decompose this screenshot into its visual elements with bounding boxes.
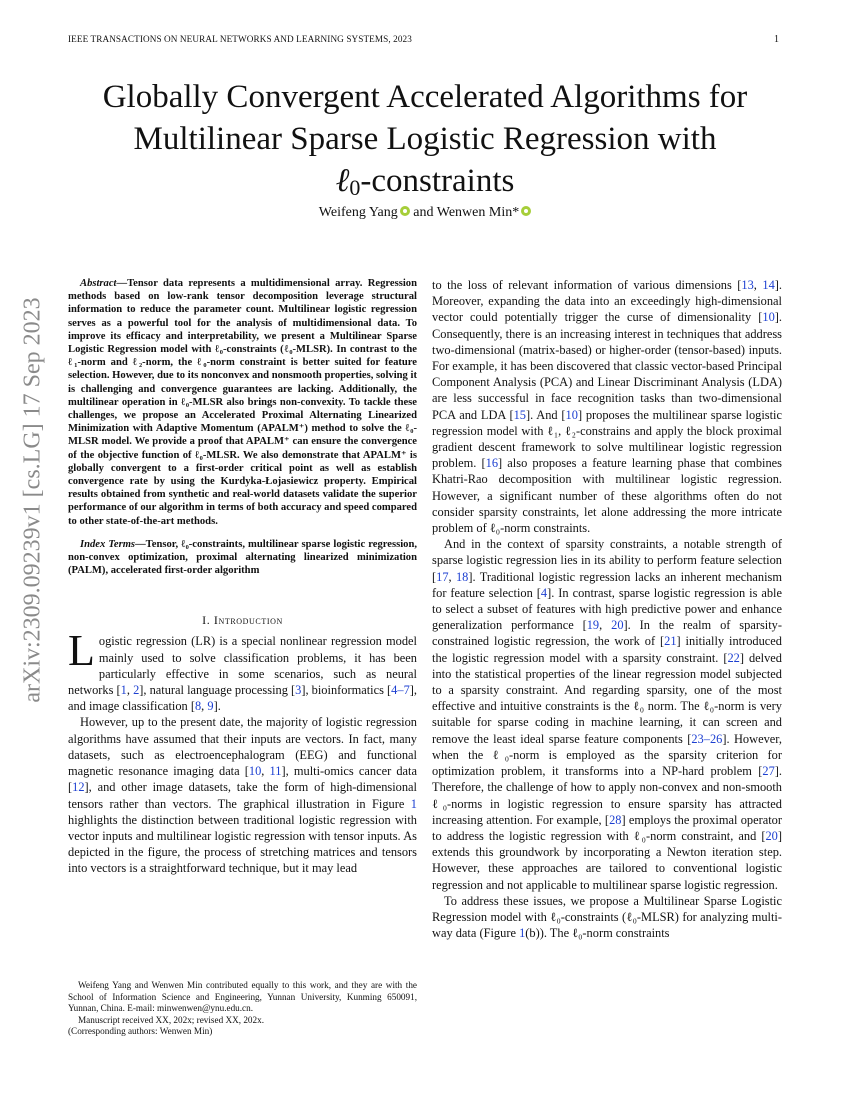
section-numeral: I. [202, 613, 214, 628]
abstract-text: —Tensor data represents a multidimensional array. Regression methods based on low-rank tensor decomposition leverage structural information to reduce the parameter count. Multilinear logistic regression serves as a powerful tool for the analysis of multidimensional data. To improve its efficacy and interpretability, we present a Multilinear Sparse Logistic Regression model with ℓ₀-constraints (ℓ₀-MLSR). In contrast to the ℓ₁-norm and ℓ₂-norm, the ℓ₀-norm constraint is better suited for feature selection. However, due to its nonconvex and nonsmooth properties, solving it is challenging and convergence guarantees are lacking. Additionally, the multilinear operation in ℓ₀-MLSR also brings non-convexity. To tackle these challenges, we propose an Accelerated Proximal Alternating Linearized Minimization with Adaptive Momentum (APALM⁺) method to solve the ℓ₀-MLSR model. We provide a proof that APALM⁺ can ensure the convergence of the objective function of ℓ₀-MLSR. We also demonstrate that APALM⁺ is globally convergent to a first-order critical point as well as establish convergence rate by using the Kurdyka-Łojasiewicz property. Empirical results obtained from synthetic and real-world datasets validate the superior performance of our algorithm in terms of both accuracy and speed compared to other state-of-the-art methods. [68, 278, 417, 527]
citation-link[interactable]: 28 [609, 812, 622, 827]
orcid-icon[interactable] [521, 206, 531, 216]
citation-link[interactable]: 14 [762, 278, 775, 292]
text-run: ] initially introduced the logistic regression model with a sparsity constraint. [ [432, 634, 782, 665]
citation-link[interactable]: 19 [586, 618, 600, 633]
text-run: ]. And [ [525, 407, 566, 422]
text-run: , [448, 569, 456, 584]
citation-link[interactable]: 15 [513, 407, 526, 422]
orcid-icon[interactable] [400, 206, 410, 216]
section-heading [68, 613, 417, 628]
title-line-1: Globally Convergent Accelerated Algorithms for [102, 79, 748, 115]
ell-symbol: ℓ [335, 163, 350, 199]
citation-link[interactable]: 12 [72, 780, 85, 795]
author-connector: and [409, 205, 437, 220]
text-run: ]. Therefore, the challenge of how to apply non-convex and non-smooth ℓ₀-norms in logistic regression to ensure sparsity has attracted increasing attention. For example, [ [432, 764, 782, 827]
ell-subscript: 0 [349, 175, 361, 200]
citation-link[interactable]: 3 [295, 683, 302, 698]
text-run: And in the context of sparsity constraints, a notable strength of sparse logistic regression lies in its ability to perform feature selection [ [432, 537, 782, 584]
text-run: , [201, 699, 208, 714]
right-paragraph-1 [432, 277, 782, 536]
text-run: ]. [213, 699, 221, 714]
section-title: Introduction [213, 613, 283, 628]
text-run: highlights the distinction between traditional logistic regression with vector inputs and multilinear logistic regression with tensor inputs. As depicted in the figure, the process of stretching matrices and tensors into vectors is a straightforward technique, but it may lead [68, 812, 417, 876]
drop-cap: L [68, 626, 95, 676]
footnote [68, 980, 417, 1038]
citation-link[interactable]: 17 [436, 569, 449, 584]
text-run: ], and other image datasets, take the form of high-dimensional tensors rather than vectors. The graphical illustration in Figure [68, 780, 417, 811]
text-run: ] employs the proximal operator to address the logistic regression with ℓ₀-norm constraint, and [ [432, 812, 782, 843]
text-run: , [753, 278, 763, 292]
text-run: ] proposes the multilinear sparse logistic regression model with ℓ₁, ℓ₂-constrains and apply the block proximal gradient descent framework to solve multilinear logistic regression problem. [ [432, 407, 782, 471]
index-terms-text: —Tensor, ℓ₀-constraints, multilinear sparse logistic regression, non-convex optimization, proximal alternating linearized minimization (PALM), accelerated first-order algorithm [68, 538, 417, 577]
citation-link[interactable]: 10 [248, 764, 262, 779]
text-run: ] delved into the statistical properties of the linear regression model subjected to a sparsity constraint. And regarding sparsity, one of the most effective and intuitive constraints is the ℓ₀ norm. The ℓ₀-norm is very suitable for sparse coding in machine learning, it can screen and remove the least ideal sparse feature components [ [432, 650, 782, 746]
text-run: ogistic regression (LR) is a special nonlinear regression model mainly used to solve classification problems, it has been particularly effective in some scenarios, such as neural networks [ [68, 634, 417, 698]
text-run: ] also proposes a feature learning phase that combines Khatri-Rao decomposition with multilinear logistic regression. However, a significant number of these algorithms often do not consider sparsity constraints, let alone addressing the more intricate problem of ℓ₀-norm constraints. [432, 456, 782, 536]
author-name: Wenwen Min* [436, 205, 520, 220]
citation-link[interactable]: 8 [194, 699, 202, 714]
left-column [68, 277, 417, 877]
text-run: ]. In contrast, sparse logistic regression is able to select a subset of features with high predictive power and enhance generalization performance [ [432, 585, 783, 633]
paper-title [68, 76, 782, 209]
citation-link[interactable]: 10 [762, 310, 775, 325]
citation-link[interactable]: 23–26 [691, 731, 723, 746]
citation-link[interactable]: 9 [207, 699, 214, 714]
author-list [68, 205, 782, 221]
citation-link[interactable]: 11 [269, 764, 282, 779]
text-run: , [126, 683, 134, 698]
citation-link[interactable]: 13 [741, 278, 754, 292]
arxiv-id: arXiv:2309.09239v1 [cs.LG] 17 Sep 2023 [19, 297, 46, 703]
footnote-manuscript: Manuscript received XX, 202x; revised XX, 202x. [78, 1014, 265, 1025]
text-run: To address these issues, we propose a Multilinear Sparse Logistic Regression model with ℓ₀-constraints (ℓ₀-MLSR) for analyzing multi-way data (Figure [432, 893, 782, 941]
text-run: , [261, 764, 270, 779]
citation-link[interactable]: 2 [133, 683, 140, 698]
footnote-affiliation: Weifeng Yang and Wenwen Min contributed equally to this work, and they are with the School of Information Science and Engineering, Yunnan University, Kunming 650091, Yunnan, China. E-mail: minwenwen@ynu.edu.cn. [68, 980, 417, 1014]
figure-link[interactable]: 1 [519, 926, 526, 941]
index-terms [68, 538, 417, 578]
text-run: ]. In the realm of sparsity-constrained logistic regression, the work of [ [432, 618, 782, 649]
abstract [68, 277, 417, 528]
page-number: 1 [774, 34, 779, 45]
citation-link[interactable]: 4 [540, 585, 548, 600]
citation-link[interactable]: 16 [485, 456, 499, 471]
abstract-label: Abstract [80, 278, 117, 289]
figure-link[interactable]: 1 [410, 796, 417, 811]
citation-link[interactable]: 20 [611, 618, 624, 633]
citation-link[interactable]: 1 [120, 683, 127, 698]
text-run: (b)). The ℓ₀-norm constraints [525, 926, 670, 941]
title-line-3 [68, 160, 782, 209]
text-run: ]. However, when the ℓ₀-norm is employed as the sparsity criterion for optimization problem, it transforms into a NP-hard problem [ [432, 731, 782, 779]
index-terms-label: Index Terms [80, 538, 136, 550]
right-column [432, 277, 782, 941]
citation-link[interactable]: 21 [664, 634, 677, 649]
arxiv-stamp [0, 294, 66, 706]
intro-paragraph-2 [68, 714, 417, 876]
title-line-2: Multilinear Sparse Logistic Regression with [133, 121, 717, 157]
citation-link[interactable]: 18 [455, 569, 469, 584]
text-run: ], natural language processing [ [139, 683, 296, 698]
running-header: IEEE TRANSACTIONS ON NEURAL NETWORKS AND LEARNING SYSTEMS, 2023 [68, 34, 412, 44]
text-run: ]. Traditional logistic regression lacks an inherent mechanism for feature selection [ [432, 569, 782, 600]
author-name: Weifeng Yang [318, 205, 398, 220]
citation-link[interactable]: 22 [727, 650, 740, 665]
text-run: ], bioinformatics [ [301, 683, 392, 698]
text-run: ] extends this groundwork by incorporating a Newton iteration step. However, these approaches are tailored to conventional logistic regression and not applicable to multilinear sparse logistic regression. [432, 828, 782, 892]
intro-paragraph-1 [68, 626, 417, 714]
text-run: ], multi-omics cancer data [ [68, 764, 417, 795]
footnote-corresponding: (Corresponding authors: Wenwen Min) [68, 1026, 213, 1037]
text-run: ]. Consequently, there is an increasing interest in techniques that address two-dimensional (matrix-based) or higher-order (tensor-based) inputs. For example, it has been discovered that classic vector-based Principal Component Analysis (PCA) and Linear Discriminant Analysis (LDA) are less successful in face recognition tasks than two-dimensional PCA and LDA [ [432, 310, 783, 422]
text-run: However, up to the present date, the majority of logistic regression algorithms have assumed that their inputs are vectors. In fact, many datasets, such as electroencephalogram (EEG) and functional magnetic resonance imaging data [ [68, 715, 417, 779]
text-run: to the loss of relevant information of various dimensions [ [432, 278, 742, 292]
text-run: , [599, 618, 612, 633]
title-line-3-rest: -constraints [360, 163, 515, 199]
text-run: ], and image classification [ [68, 683, 417, 714]
citation-link[interactable]: 20 [765, 828, 778, 843]
text-run: ]. Moreover, expanding the data into an exceedingly high-dimensional vector could potentially trigger the curse of dimensionality [ [432, 278, 782, 325]
right-paragraph-3 [432, 893, 782, 942]
citation-link[interactable]: 4–7 [391, 683, 410, 698]
right-paragraph-2 [432, 536, 782, 892]
citation-link[interactable]: 27 [762, 764, 775, 779]
citation-link[interactable]: 10 [565, 407, 578, 422]
